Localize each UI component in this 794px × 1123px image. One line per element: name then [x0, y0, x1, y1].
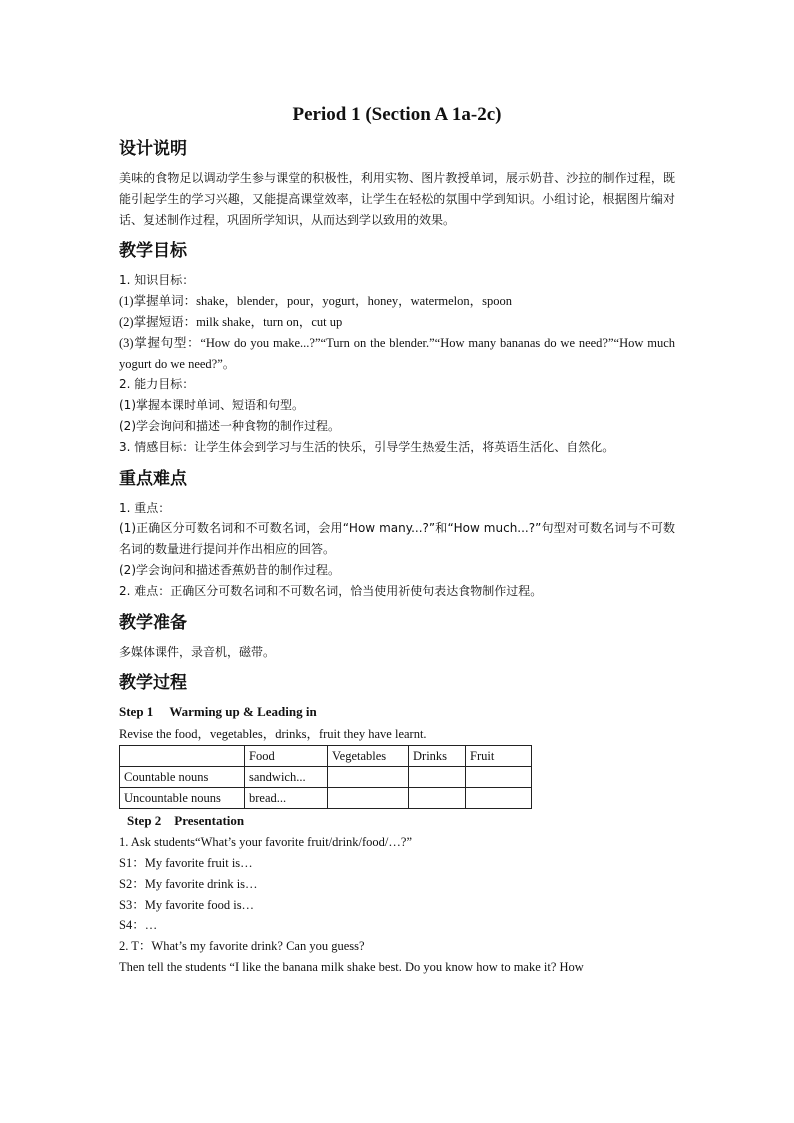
table-cell [409, 788, 466, 809]
step2-line: 2. T：What’s my favorite drink? Can you guess? [119, 939, 365, 954]
goal-line: (2)学会询问和描述一种食物的制作过程。 [119, 418, 340, 433]
goal-line: 2. 能力目标： [119, 377, 195, 392]
step2-title: Step 2 Presentation [127, 813, 245, 829]
table-row [120, 788, 532, 809]
section-heading-process: 教学过程 [119, 673, 187, 694]
table-cell: Food [245, 746, 328, 767]
goal-line: (2)掌握短语：milk shake，turn on，cut up [119, 314, 343, 329]
step1-title: Step 1 Warming up & Leading in [119, 704, 317, 720]
key-point-line: (1)正确区分可数名词和不可数名词，会用“How many...?”和“How much...?”句型对可数名词与不可数名词的数量进行提问并作出相应的回答。 [119, 521, 675, 557]
table-cell: Uncountable nouns [120, 788, 245, 809]
table-cell [466, 767, 532, 788]
key-point-line: (2)学会询问和描述香蕉奶昔的制作过程。 [119, 562, 340, 577]
goal-line: 1. 知识目标： [119, 273, 195, 288]
table-cell: sandwich... [245, 767, 328, 788]
preparation-text: 多媒体课件，录音机，磁带。 [119, 644, 276, 659]
step2-line: S4：… [119, 918, 158, 933]
step2-line: 1. Ask students“What’s your favorite fruit/drink/food/…?” [119, 835, 412, 850]
section-heading-goals: 教学目标 [119, 241, 187, 262]
table-cell: bread... [245, 788, 328, 809]
page-title: Period 1 (Section A 1a-2c) [292, 104, 502, 125]
table-cell [409, 767, 466, 788]
design-paragraph: 美味的食物足以调动学生参与课堂的积极性，利用实物、图片教授单词，展示奶昔、沙拉的制作过程，既能引起学生的学习兴趣，又能提高课堂效率，让学生在轻松的氛围中学到知识。小组讨论，根据图片编对话、复述制作过程，巩固所学知识，从而达到学以致用的效果。 [119, 171, 675, 227]
table-row [120, 767, 532, 788]
section-heading-key-points: 重点难点 [119, 468, 187, 489]
section-heading-preparation: 教学准备 [119, 612, 187, 633]
goal-line: 3. 情感目标：让学生体会到学习与生活的快乐，引导学生热爱生活，将英语生活化、自然化。 [119, 439, 615, 454]
step2-line: Then tell the students “I like the banana milk shake best. Do you know how to make it? How [119, 959, 584, 974]
nouns-table-wrapper [119, 745, 675, 809]
goal-line: (1)掌握单词：shake，blender，pour，yogurt，honey，watermelon，spoon [119, 294, 512, 309]
step2-line: S2：My favorite drink is… [119, 876, 258, 891]
nouns-table [119, 745, 532, 809]
table-cell [466, 788, 532, 809]
step1-text: Revise the food，vegetables，drinks，fruit they have learnt. [119, 727, 427, 742]
goal-line: (3)掌握句型：“How do you make...?”“Turn on the blender.”“How many bananas do we need?”“How much yogurt do we need?”。 [119, 335, 675, 371]
step2-line: S1：My favorite fruit is… [119, 855, 253, 870]
document-page [119, 104, 675, 978]
table-cell [120, 746, 245, 767]
key-point-line: 2. 难点：正确区分可数名词和不可数名词，恰当使用祈使句表达食物制作过程。 [119, 583, 543, 598]
key-point-line: 1. 重点： [119, 500, 171, 515]
goal-line: (1)掌握本课时单词、短语和句型。 [119, 398, 304, 413]
table-cell [328, 788, 409, 809]
table-cell: Drinks [409, 746, 466, 767]
table-cell: Fruit [466, 746, 532, 767]
table-cell: Countable nouns [120, 767, 245, 788]
table-header-row [120, 746, 532, 767]
table-cell [328, 767, 409, 788]
section-heading-design: 设计说明 [119, 139, 187, 159]
table-cell: Vegetables [328, 746, 409, 767]
step2-line: S3：My favorite food is… [119, 897, 255, 912]
